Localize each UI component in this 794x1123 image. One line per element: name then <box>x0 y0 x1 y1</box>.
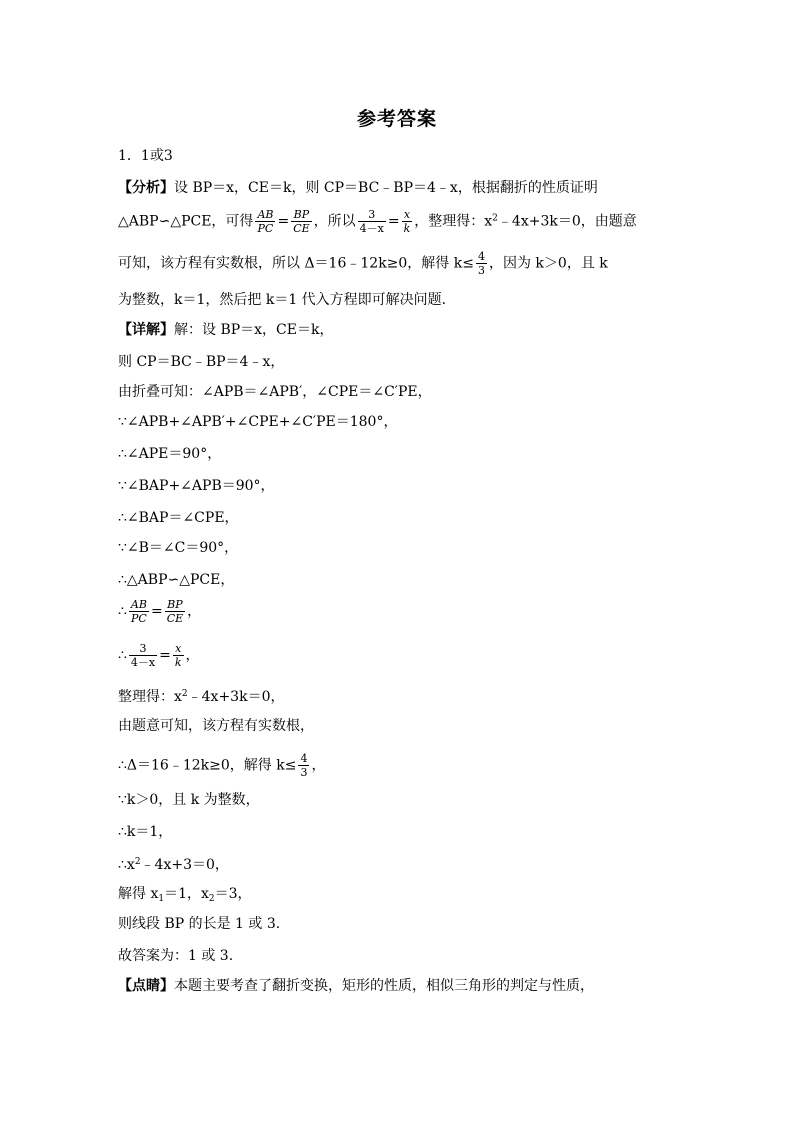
detail-line-11: ∴ $\frac{3}{4-x}$ = $\frac{x}{k}$ ， <box>118 642 200 669</box>
fraction: $\frac{4}{3}$ <box>477 250 485 277</box>
fraction: $\frac{x}{k}$ <box>174 642 182 669</box>
fraction: $\frac{x}{k}$ <box>403 208 411 235</box>
detail-line-14: ∴Δ＝16﹣12k≥0，解得 k≤ $\frac{4}{3}$ ， <box>118 752 326 779</box>
fraction: $\frac{AB}{PC}$ <box>130 598 147 625</box>
fraction: $\frac{BP}{CE}$ <box>166 598 184 625</box>
detail-tag: 【详解】 <box>118 322 174 338</box>
detail-line-3: 由折叠可知：∠APB＝∠APB′，∠CPE＝∠C′PE， <box>118 384 432 400</box>
detail-line-17: $\therefore x^2﹣4x+3=0$， <box>118 857 229 873</box>
detail-line-10: ∴ $\frac{AB}{PC}$ = $\frac{BP}{CE}$ ， <box>118 598 202 625</box>
comment-line-1: 【点睛】本题主要考查了翻折变换，矩形的性质，相似三角形的判定与性质， <box>118 978 594 994</box>
analysis-line-2: △ABP∽△PCE，可得 $\frac{AB}{PC}$ = $\frac{BP}{CE}$ ，所以 $\frac{3}{4-x}$ = $\frac{x}{k}$ ，整理得：$x^2﹣4x+3k=0$，由题意 <box>118 208 637 235</box>
detail-line-18: 解得 $x_1=1$，$x_2=3$， <box>118 886 252 904</box>
fraction: $\frac{4}{3}$ <box>300 752 308 779</box>
answer-line: 1．1或3 <box>118 148 173 164</box>
detail-line-5: ∴∠APE＝90°， <box>118 446 222 462</box>
page-title: 参考答案 <box>356 108 437 130</box>
detail-line-4: ∵∠APB+∠APB′+∠CPE+∠C′PE＝180°， <box>118 414 398 430</box>
detail-line-8: ∵∠B＝∠C＝90°， <box>118 540 239 556</box>
detail-line-1: 【详解】解：设 BP＝x，CE＝k， <box>118 322 334 338</box>
fraction: $\frac{BP}{CE}$ <box>293 208 310 235</box>
analysis-line-1: 【分析】设 BP＝x，CE＝k，则 CP＝BC﹣BP＝4﹣x，根据翻折的性质证明 <box>118 180 598 196</box>
analysis-line-4: 为整数，k＝1，然后把 k＝1 代入方程即可解决问题. <box>118 292 447 308</box>
analysis-tag: 【分析】 <box>118 180 174 196</box>
detail-line-15: ∵k＞0，且 k 为整数， <box>118 792 260 808</box>
detail-line-6: ∵∠BAP+∠APB＝90°， <box>118 478 275 494</box>
fraction: $\frac{3}{4-x}$ <box>359 208 384 235</box>
detail-line-12: 整理得：$x^2﹣4x+3k=0$， <box>118 689 285 705</box>
analysis-line-3: 可知，该方程有实数根，所以 Δ＝16﹣12k≥0，解得 k≤ $\frac{4}{3}$ ，因为 k＞0，且 k <box>118 250 608 277</box>
detail-line-9: ∴△ABP∽△PCE， <box>118 572 235 588</box>
fraction: $\frac{AB}{PC}$ <box>257 208 274 235</box>
detail-line-13: 由题意可知，该方程有实数根， <box>118 718 314 734</box>
comment-tag: 【点睛】 <box>118 978 174 994</box>
detail-line-16: ∴k＝1， <box>118 824 173 840</box>
detail-line-19: 则线段 BP 的长是 1 或 3. <box>118 916 281 932</box>
fraction: $\frac{3}{4-x}$ <box>130 642 156 669</box>
detail-line-7: ∴∠BAP＝∠CPE， <box>118 510 239 526</box>
detail-line-2: 则 CP＝BC﹣BP＝4﹣x， <box>118 354 285 370</box>
detail-line-20: 故答案为：1 或 3. <box>118 948 234 964</box>
